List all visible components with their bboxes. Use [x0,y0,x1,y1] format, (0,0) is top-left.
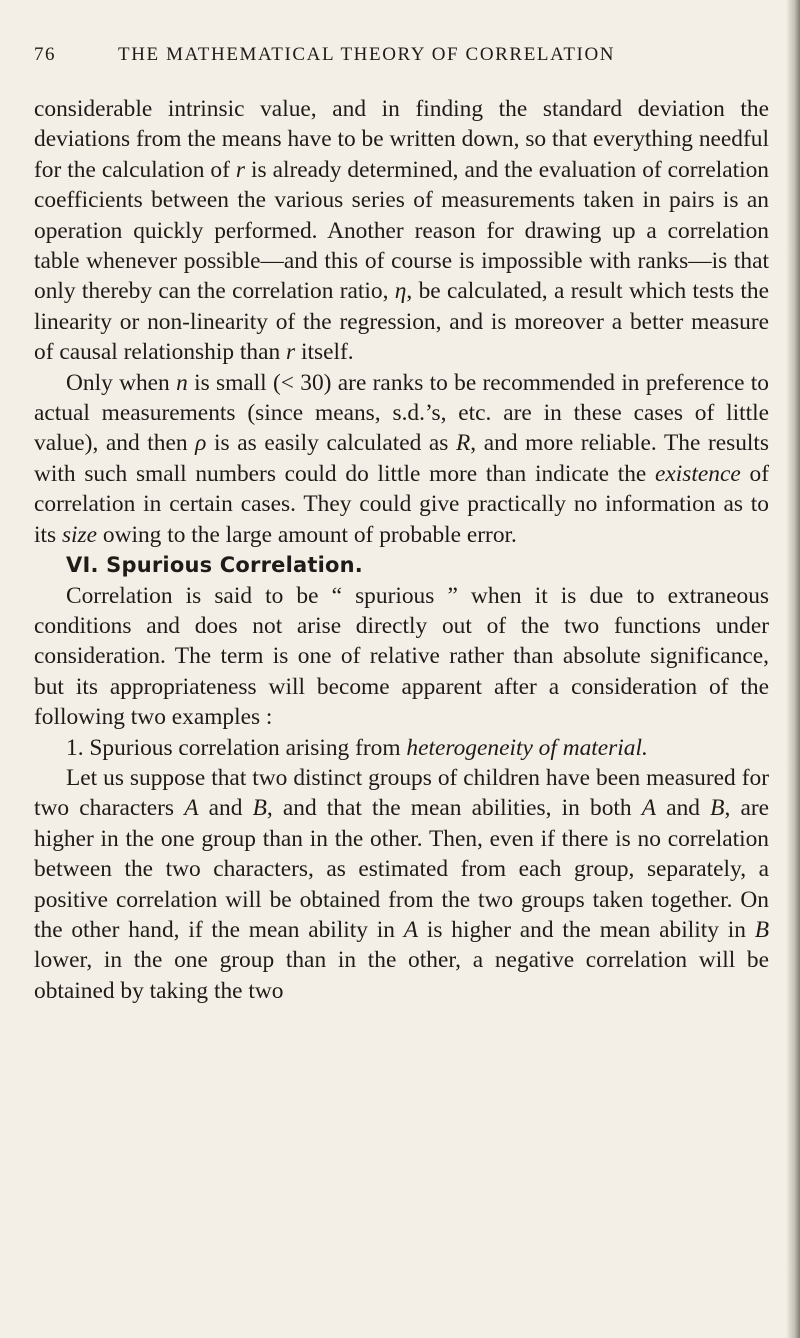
page-number: 76 [34,44,56,65]
paragraph-1: considerable intrinsic value, and in finding the standard deviation the deviations from the means have to be written down, so that everything needful for the calculation of r is already determined, and the evaluation of correlation coefficients between the various series of measurements taken in pairs is an operation quickly performed. Another reason for drawing up a correlation table whenever possible—and this of course is impossible with ranks—is that only thereby can the correlation ratio, η, be calculated, a result which tests the linearity or non-linearity of the regression, and is moreover a better measure of causal relationship than r itself. [34,96,769,366]
paragraph-2: Only when n is small (< 30) are ranks to be recommended in preference to actual measurements (since means, s.d.’s, etc. are in these cases of little value), and then ρ is as easily calculated as R, and more reliable. The results with such small numbers could do little more than indicate the existence of correlation in certain cases. They could give practically no information as to its size owing to the large amount of probable error. [34,369,770,548]
paragraph-3: Correlation is said to be “ spurious ” when it is due to extraneous conditions and does not arise directly out of the two functions under consideration. The term is one of relative rather than absolute significance, but its appropriateness will become apparent after a consideration of the following two examples : [34,582,769,731]
running-head-title: THE MATHEMATICAL THEORY OF CORRELATION [118,44,616,65]
body-text [34,94,769,1006]
paragraph-4: Let us suppose that two distinct groups of children have been measured for two characters A and B, and that the mean abilities, in both A and B, are higher in the one group than in the other. Then, even if there is no correlation between the two characters, as estimated from each group, separately, a positive correlation will be obtained from the two groups taken together. On the other hand, if the mean ability in A is higher and the mean ability in B lower, in the one group than in the other, a negative correlation will be obtained by taking the two [34,764,769,1004]
running-head [34,44,774,74]
subheading: 1. Spurious correlation arising from heterogeneity of material. [66,734,648,761]
page-edge-shadow [786,0,800,1338]
section-heading: VI. Spurious Correlation. [66,553,363,578]
